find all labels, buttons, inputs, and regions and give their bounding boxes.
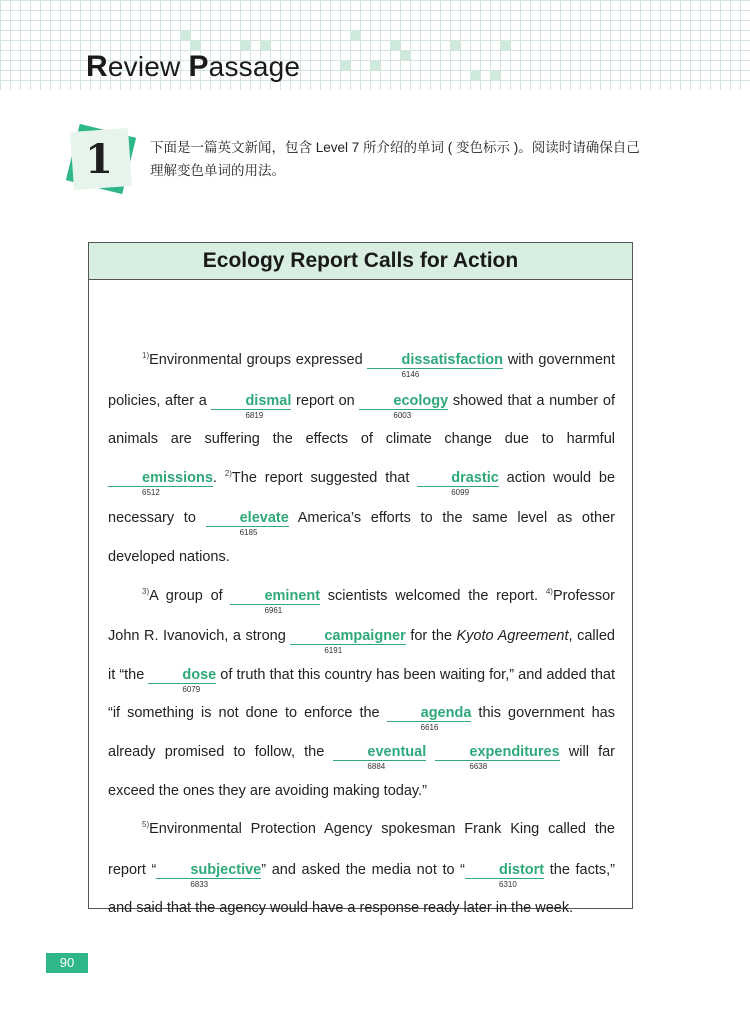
vocab-word: emissions 6512 xyxy=(108,470,213,487)
sentence-number: 1) xyxy=(142,351,150,360)
word-code: 6512 xyxy=(142,487,160,497)
body-text: America’s efforts to the same level as other developed nations. xyxy=(108,510,615,565)
grid-accent-cell xyxy=(400,50,410,60)
treaty-name: Kyoto Agreement xyxy=(456,628,569,645)
body-text: action would be necessary to xyxy=(108,469,616,527)
grid-accent-cell xyxy=(390,40,400,50)
grid-accent-cell xyxy=(450,40,460,50)
word-code: 6185 xyxy=(239,528,258,538)
sentence-number: 4) xyxy=(545,586,553,596)
article-box xyxy=(88,242,633,917)
word-code: 6191 xyxy=(324,646,343,656)
section-number: 1 xyxy=(85,136,113,183)
word-code: 6099 xyxy=(451,487,470,497)
section-number-badge xyxy=(66,124,140,198)
article-body xyxy=(108,341,615,928)
grid-accent-cell xyxy=(260,40,270,50)
instruction-text: 下面是一篇英文新闻，包含 Level 7 所介绍的单词 ( 变色标示 )。阅读时请确保自己理解变色单词的用法。 xyxy=(150,140,640,178)
grid-accent-cell xyxy=(500,40,510,50)
grid-accent-cell xyxy=(470,70,480,80)
body-text: will far exceed the ones they are avoiding making today.” xyxy=(108,743,615,799)
grid-accent-cell xyxy=(190,40,200,50)
word-code: 6638 xyxy=(469,761,488,771)
vocab-word: eventual 6884 xyxy=(333,744,426,761)
word-code: 6146 xyxy=(401,370,420,379)
body-text: The report suggested that xyxy=(231,469,418,486)
word-code: 6833 xyxy=(190,879,209,889)
word-code: 6003 xyxy=(393,410,412,420)
body-text: this government has already promised to follow, the xyxy=(108,705,615,760)
vocab-word: expenditures 6638 xyxy=(435,744,559,761)
vocab-word: drastic 6099 xyxy=(417,470,499,487)
body-text: , called it “the xyxy=(108,628,615,683)
sentence-number: 2) xyxy=(224,468,232,478)
body-text: scientists welcomed the report. xyxy=(320,587,546,604)
paragraph-1 xyxy=(108,341,615,577)
body-text: Environmental Protection Agency spokesman Frank King called the report “ xyxy=(108,821,615,878)
vocab-word: agenda 6616 xyxy=(387,705,472,722)
vocab-word: dose 6079 xyxy=(148,667,216,684)
grid-accent-cell xyxy=(370,60,380,70)
page-title: Review Passage xyxy=(86,50,301,83)
paragraph-3 xyxy=(108,810,615,928)
body-text: . xyxy=(212,469,225,486)
body-text: for the xyxy=(405,628,457,645)
body-text: Environmental groups expressed xyxy=(149,352,368,368)
body-text: of truth that this country has been waiting for,” and added that “if something is not done to enforce the xyxy=(108,666,615,722)
vocab-word: dismal 6819 xyxy=(211,393,291,410)
grid-accent-cell xyxy=(240,40,250,50)
body-text: ” and asked the media not to “ xyxy=(261,861,465,878)
page-number: 90 xyxy=(46,953,88,973)
word-code: 6310 xyxy=(499,879,517,889)
grid-accent-cell xyxy=(350,30,360,40)
word-code: 6819 xyxy=(245,410,264,420)
article-title: Ecology Report Calls for Action xyxy=(202,249,519,272)
vocab-word: elevate 6185 xyxy=(206,510,289,527)
body-text: report on xyxy=(291,392,360,409)
vocab-word: ecology 6003 xyxy=(359,393,448,410)
word-code: 6079 xyxy=(182,684,201,694)
sentence-number: 3) xyxy=(142,586,150,596)
paragraph-2 xyxy=(108,577,615,811)
article-title-bar xyxy=(89,243,632,280)
body-text: showed that a number of animals are suffering the effects of climate change due to harmful xyxy=(108,392,615,448)
body-text: the facts,” and said that the agency would have a response ready later in the week. xyxy=(108,861,615,917)
vocab-word: eminent 6961 xyxy=(230,588,320,605)
vocab-word: subjective 6833 xyxy=(156,862,261,879)
body-text: Professor John R. Ivanovich, a strong xyxy=(108,587,615,645)
sentence-number: 5) xyxy=(142,820,150,830)
grid-accent-cell xyxy=(180,30,190,40)
body-text: A group of xyxy=(149,587,231,604)
body-text xyxy=(426,744,435,760)
vocab-word: campaigner 6191 xyxy=(290,628,405,645)
word-code: 6884 xyxy=(367,761,386,771)
word-code: 6961 xyxy=(264,605,283,615)
word-code: 6616 xyxy=(420,723,439,733)
grid-accent-cell xyxy=(490,70,500,80)
body-text: with government policies, after a xyxy=(108,352,615,409)
grid-accent-cell xyxy=(340,60,350,70)
vocab-word: distort 6310 xyxy=(465,862,544,879)
vocab-word: dissatisfaction 6146 xyxy=(367,352,503,369)
